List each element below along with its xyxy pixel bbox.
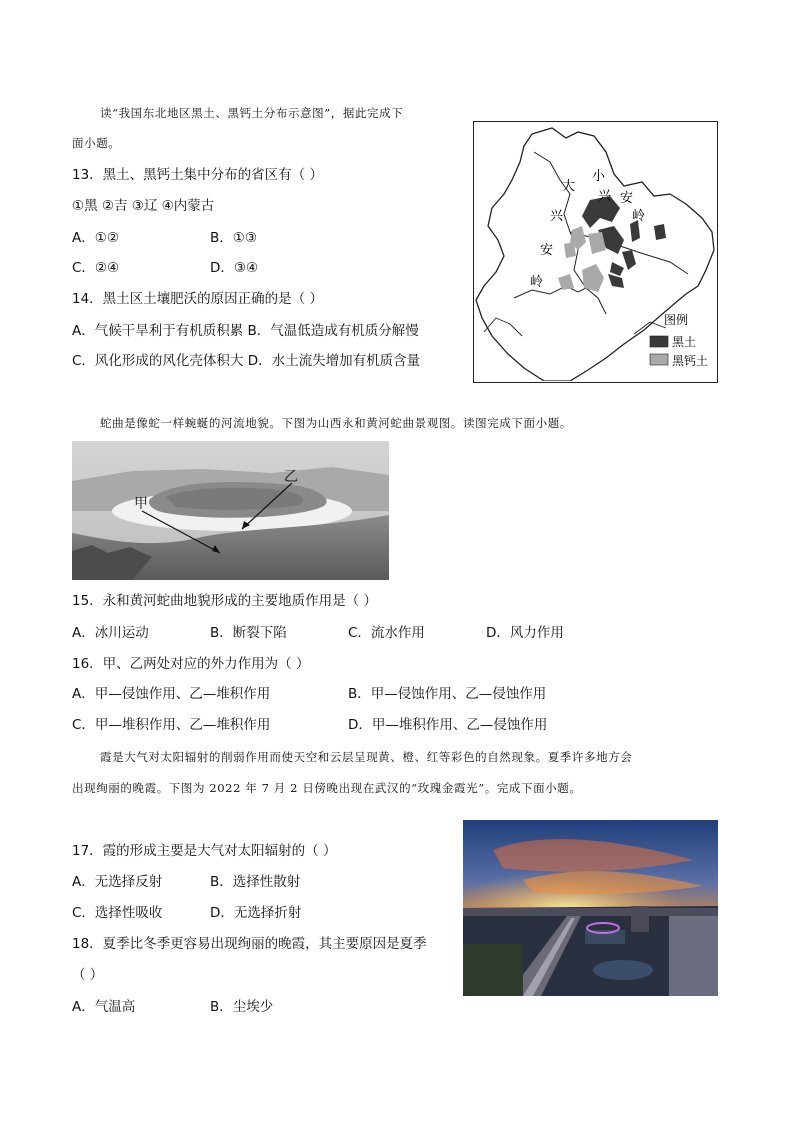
q16-option-a[interactable]: A．甲—侵蚀作用、乙—堆积作用 (72, 686, 271, 702)
section3-intro-line1: 霞是大气对太阳辐射的削弱作用而使天空和云层呈现黄、橙、红等彩色的自然现象。夏季许多地方会 (100, 750, 633, 764)
q13-option-c[interactable]: C．②④ (72, 260, 120, 276)
q17-option-b[interactable]: B．选择性散射 (210, 874, 301, 890)
q13-option-d[interactable]: D．③④ (210, 260, 259, 276)
q16-option-c[interactable]: C．甲—堆积作用、乙—堆积作用 (72, 717, 271, 733)
q17-option-d[interactable]: D．无选择折射 (210, 905, 302, 921)
legend-title: 图例 (664, 313, 689, 327)
q17-option-a[interactable]: A．无选择反射 (72, 874, 163, 890)
q17-option-c[interactable]: C．选择性吸收 (72, 905, 163, 921)
q16-option-b[interactable]: B．甲—侵蚀作用、乙—侵蚀作用 (348, 686, 547, 702)
map-label-an2: 安 (540, 243, 554, 258)
q13-stem: 13．黑土、黑钙土集中分布的省区有（ ） (72, 167, 323, 183)
q13-option-a[interactable]: A．①② (72, 230, 119, 246)
q13-option-b[interactable]: B．①③ (210, 230, 257, 246)
section2-intro: 蛇曲是像蛇一样蜿蜒的河流地貌。下图为山西永和黄河蛇曲景观图。读图完成下面小题。 (100, 416, 572, 430)
q15-option-a[interactable]: A．冰川运动 (72, 625, 149, 641)
q18-option-b[interactable]: B．尘埃少 (210, 999, 274, 1015)
section3-intro-line2: 出现绚丽的晚霞。下图为 2022 年 7 月 2 日傍晚出现在武汉的“玫瑰金霞光”。完成下面小题。 (72, 781, 582, 795)
q14-options-ab[interactable]: A．气候干旱利于有机质积累 B．气温低造成有机质分解慢 (72, 323, 419, 339)
legend-label-chernozem: 黑钙土 (672, 354, 709, 368)
q16-option-d[interactable]: D．甲—堆积作用、乙—侵蚀作用 (348, 717, 548, 733)
meander-photo (72, 441, 389, 580)
legend-swatch-chernozem (650, 354, 668, 365)
q18-paren: （ ） (72, 967, 104, 983)
soil-distribution-map (473, 121, 718, 383)
sunset-photo (463, 820, 718, 996)
map-label-da: 大 (562, 179, 576, 194)
tall-building (669, 916, 718, 996)
q15-option-c[interactable]: C．流水作用 (348, 625, 425, 641)
q16-stem: 16．甲、乙两处对应的外力作用为（ ） (72, 656, 310, 672)
meander-photo-svg (72, 441, 389, 580)
q14-stem: 14．黑土区土壤肥沃的原因正确的是（ ） (72, 291, 323, 307)
map-label-ling1: 岭 (632, 209, 646, 224)
section1-intro: 读“我国东北地区黑土、黑钙土分布示意图”，据此完成下 (100, 106, 404, 120)
map-label-ling2: 岭 (530, 275, 544, 290)
map-label-xing2: 兴 (550, 209, 564, 224)
map-label-xing1: 兴 (598, 189, 612, 204)
map-label-xiao: 小 (592, 169, 606, 184)
legend-label-black: 黑土 (672, 335, 697, 349)
q15-stem: 15．永和黄河蛇曲地貌形成的主要地质作用是（ ） (72, 593, 377, 609)
section1-intro-cont: 面小题。 (72, 136, 121, 150)
label-jia: 甲 (134, 496, 148, 512)
q14-options-cd[interactable]: C．风化形成的风化壳体积大 D．水土流失增加有机质含量 (72, 353, 421, 369)
legend-swatch-black (650, 336, 668, 347)
q17-stem: 17．霞的形成主要是大气对太阳辐射的（ ） (72, 843, 337, 859)
q18-stem: 18．夏季比冬季更容易出现绚丽的晚霞，其主要原因是夏季 (72, 936, 427, 952)
map-label-an1: 安 (620, 191, 634, 206)
q13-options-list: ①黑 ②吉 ③辽 ④内蒙古 (72, 198, 215, 214)
map-svg (474, 122, 716, 381)
sunset-photo-svg (463, 820, 718, 996)
label-yi: 乙 (284, 469, 298, 485)
q18-option-a[interactable]: A．气温高 (72, 999, 136, 1015)
q15-option-b[interactable]: B．断裂下陷 (210, 625, 287, 641)
q15-option-d[interactable]: D．风力作用 (486, 625, 564, 641)
